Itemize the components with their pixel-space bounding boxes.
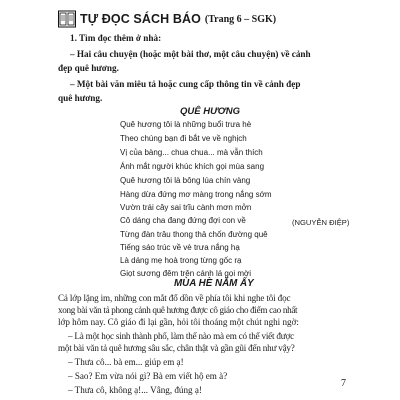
section-header <box>58 10 276 28</box>
task-1: 1. Tìm đọc thêm ở nhà: <box>70 33 162 43</box>
poem-line: Vị của bàng... chua chua... mà vẫn thích <box>120 148 263 157</box>
task-3-line-1: – Một bài văn miêu tả hoặc cung cấp thông tin về cảnh đẹp <box>70 79 301 89</box>
poem-line: Từng đàn trâu thong thả chốn đường quê <box>120 230 268 239</box>
story-line: – Là một học sinh thành phố, làm thế nào mà em có thể viết được <box>68 331 294 341</box>
story-line: một bài văn tả quê hương sâu sắc, chân thật và gần gũi đến như vậy? <box>58 343 295 353</box>
poem-line: Quê hương tôi là những buổi trưa hè <box>120 120 252 129</box>
poem-line: Tiếng sáo trúc về vè trưa nắng hạ <box>120 243 240 252</box>
poem-line: Giọt sương đêm trên cánh lá gọi mời <box>120 269 252 278</box>
poem-line: Cô dáng cha đang đứng đợi con về <box>120 216 246 225</box>
section-title: TỰ ĐỌC SÁCH BÁO <box>80 12 201 26</box>
poem-title: QUÊ HƯƠNG <box>180 106 240 117</box>
story-line: – Thưa cô... bà em... giúp em ạ! <box>68 357 184 367</box>
task-2-line-2: đẹp quê hương. <box>58 63 119 73</box>
poem-line: Hàng dừa đứng mơ màng trong nắng sớm <box>120 190 272 199</box>
story-line: – Sao? Em vừa nói gì? Bà em viết hộ em à? <box>68 371 228 381</box>
page-number: 7 <box>341 378 346 389</box>
poem-line: Quê hương tôi là bông lúa chín vàng <box>120 176 251 185</box>
poem-line: Vườn trái cây sai trĩu cành mơn mởn <box>120 203 252 212</box>
section-subtitle: (Trang 6 – SGK) <box>204 13 277 25</box>
story-line: lớp hôm nay. Cô giáo đi lại gần, hỏi tôi thoáng một chút nghi ngờ: <box>58 317 299 327</box>
poem-line: Là dáng mẹ hoà trong từng gốc rạ <box>120 256 242 265</box>
story-line: – Thưa cô, không ạ!... Vâng, đúng ạ! <box>68 385 202 395</box>
story-line: xong bài văn tả phong cảnh quê hương được cô giáo cho điểm cao nhất <box>58 305 298 315</box>
poem-author: (NGUYỄN ĐIỆP) <box>292 218 350 227</box>
story-title: MÙA HÈ NĂM ẤY <box>174 278 254 289</box>
poem-line: Ánh mắt người khúc khích gọi mùa sang <box>120 162 265 171</box>
story-line: Cả lớp lặng im, những con mắt đổ dồn về phía tôi khi nghe tôi đọc <box>58 293 291 303</box>
task-3-line-2: quê hương. <box>58 93 103 103</box>
task-2-line-1: – Hai câu chuyện (hoặc một bài thơ, một câu chuyện) về cảnh <box>70 49 311 59</box>
poem-line: Theo chúng bạn đi bắt ve về nghịch <box>120 134 247 143</box>
book-icon <box>58 10 76 28</box>
